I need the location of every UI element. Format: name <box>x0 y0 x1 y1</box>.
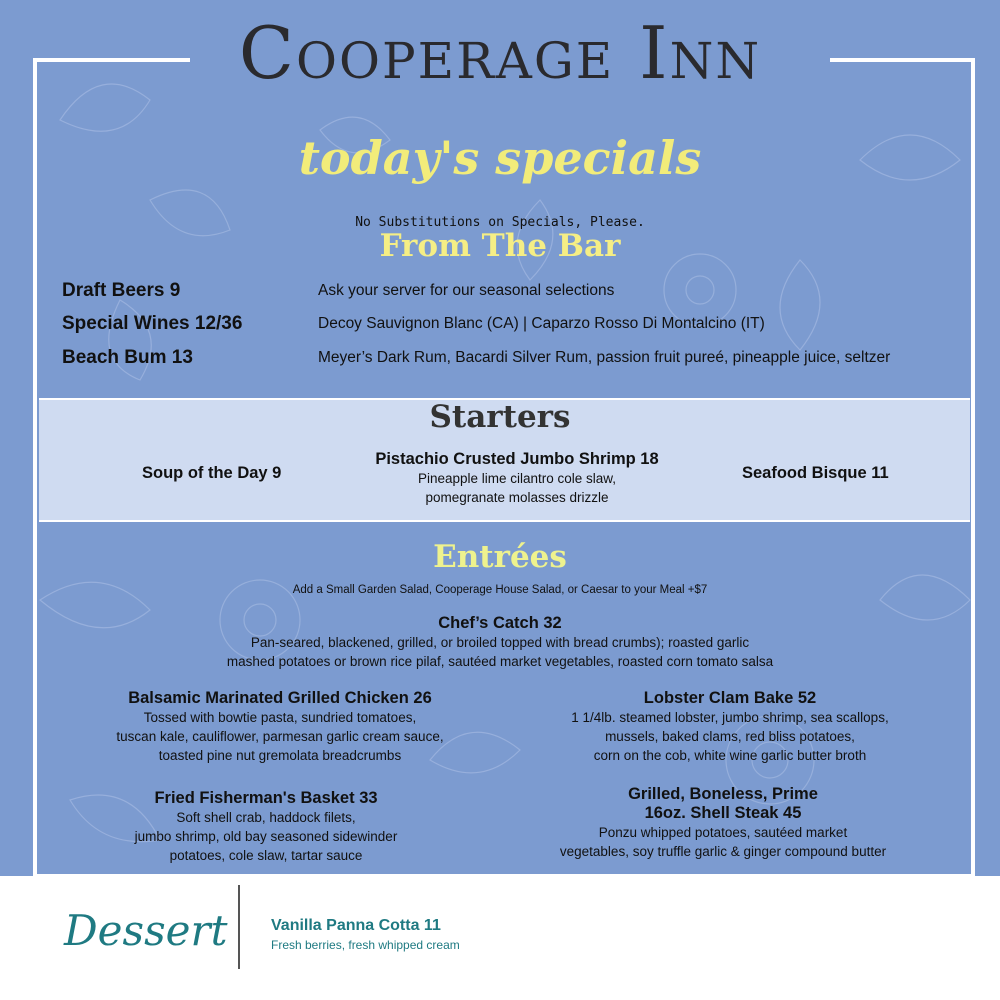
entree-name-line: 16oz. Shell Steak 45 <box>644 804 802 822</box>
entree-desc-line: mashed potatoes or brown rice pilaf, sautéed market vegetables, roasted corn tomato salsa <box>226 654 774 669</box>
entree-name: Fried Fisherman's Basket 33 <box>154 789 378 807</box>
entree-desc-line: Soft shell crab, haddock filets, <box>176 810 356 825</box>
bar-item-desc: Ask your server for our seasonal selections <box>318 282 615 299</box>
entree-item <box>520 689 940 765</box>
entree-desc-line: tuscan kale, cauliflower, parmesan garlic cream sauce, <box>116 729 444 744</box>
substitution-notice: No Substitutions on Specials, Please. <box>355 215 645 230</box>
entree-desc-line: toasted pine nut gremolata breadcrumbs <box>158 748 402 763</box>
entree-name: Chef’s Catch 32 <box>438 614 562 632</box>
bar-item-name: Beach Bum 13 <box>62 347 193 368</box>
bar-item <box>62 347 962 371</box>
starter-shrimp <box>340 450 694 507</box>
entree-item <box>80 789 452 865</box>
entree-desc-line: Ponzu whipped potatoes, sautéed market <box>598 825 848 840</box>
bar-item-desc: Decoy Sauvignon Blanc (CA) | Caparzo Rosso Di Montalcino (IT) <box>318 315 765 332</box>
entree-desc-line: vegetables, soy truffle garlic & ginger compound butter <box>559 844 887 859</box>
bar-item-desc: Meyer’s Dark Rum, Bacardi Silver Rum, passion fruit pureé, pineapple juice, seltzer <box>318 349 891 366</box>
entrees-heading: Entrées <box>433 539 567 575</box>
entree-desc-line: corn on the cob, white wine garlic butter broth <box>593 748 867 763</box>
bar-heading: From The Bar <box>379 228 621 264</box>
entree-name: Balsamic Marinated Grilled Chicken 26 <box>128 689 432 707</box>
bar-item-name: Draft Beers 9 <box>62 280 181 301</box>
starter-desc-line: Pineapple lime cilantro cole slaw, <box>417 471 617 486</box>
entree-desc-line: jumbo shrimp, old bay seasoned sidewinder <box>134 829 398 844</box>
entree-desc-line: Pan-seared, blackened, grilled, or broiled topped with bread crumbs); roasted garlic <box>250 635 750 650</box>
dessert-label: Dessert <box>64 906 228 955</box>
starter-desc-line: pomegranate molasses drizzle <box>425 490 609 505</box>
entree-item <box>520 785 926 861</box>
entree-desc-line: potatoes, cole slaw, tartar sauce <box>169 848 363 863</box>
specials-title: today's specials <box>298 131 702 185</box>
starter-bisque: Seafood Bisque 11 <box>742 464 889 482</box>
entree-desc-line: 1 1/4lb. steamed lobster, jumbo shrimp, sea scallops, <box>571 710 889 725</box>
entree-name-line: Grilled, Boneless, Prime <box>628 785 818 803</box>
entree-item <box>80 689 480 765</box>
entree-desc-line: mussels, baked clams, red bliss potatoes, <box>605 729 855 744</box>
dessert-divider <box>238 885 240 969</box>
starter-soup: Soup of the Day 9 <box>142 464 282 482</box>
starters-heading: Starters <box>429 399 571 435</box>
dessert-item-desc: Fresh berries, fresh whipped cream <box>271 938 460 952</box>
entree-item <box>150 614 850 671</box>
bar-item <box>62 280 962 304</box>
restaurant-name: Cooperage Inn <box>238 11 762 95</box>
entree-desc-line: Tossed with bowtie pasta, sundried tomatoes, <box>143 710 417 725</box>
bar-item-name: Special Wines 12/36 <box>62 313 243 334</box>
bar-item <box>62 313 962 337</box>
dessert-item-name: Vanilla Panna Cotta 11 <box>271 917 441 934</box>
salad-addon-note: Add a Small Garden Salad, Cooperage House Salad, or Caesar to your Meal +$7 <box>292 584 708 596</box>
entree-name: Lobster Clam Bake 52 <box>643 689 817 707</box>
starter-name: Pistachio Crusted Jumbo Shrimp 18 <box>375 450 659 468</box>
